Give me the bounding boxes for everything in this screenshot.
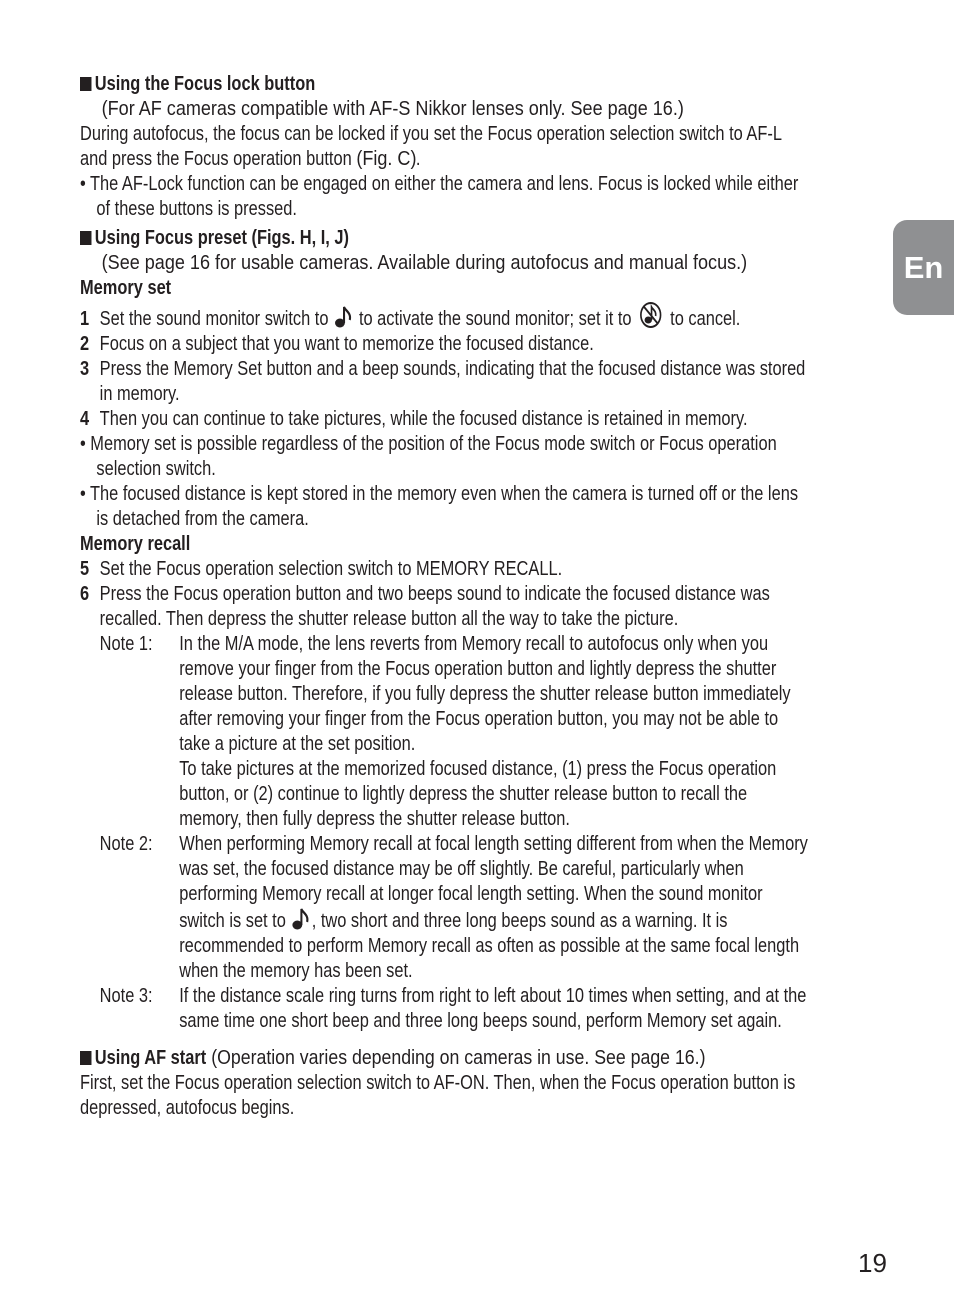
paragraph-line: depressed, autofocus begins. — [80, 1097, 295, 1119]
note-1-line: take a picture at the set position. — [179, 733, 416, 755]
section-focus-preset-title: Using Focus preset (Figs. H, I, J) — [80, 226, 880, 251]
step-4: 4 Then you can continue to take pictures, while the focused distance is retained in memory. — [80, 408, 748, 430]
page-number: 19 — [858, 1248, 887, 1278]
step-6: 6 Press the Focus operation button and two beeps sound to indicate the focused distance was — [80, 583, 770, 605]
bullet-item-continued: selection switch. — [96, 458, 216, 480]
note-1-line: button, or (2) continue to lightly depress the shutter release button to recall the — [179, 783, 748, 805]
memory-recall-heading: Memory recall — [80, 533, 191, 555]
note-2-line: switch is set to , two short and three long beeps sound as a warning. It is — [80, 907, 880, 934]
step-5: 5 Set the Focus operation selection switch to MEMORY RECALL. — [80, 558, 563, 580]
paragraph-line: First, set the Focus operation selection switch to AF-ON. Then, when the Focus operation button is — [80, 1072, 796, 1094]
section-af-start-title: Using AF start (Operation varies depending on cameras in use. See page 16.) — [80, 1046, 880, 1071]
black-square-icon — [80, 231, 91, 245]
section-focus-lock-subtitle: (For AF cameras compatible with AF-S Nikkor lenses only. See page 16.) — [101, 98, 684, 120]
bullet-item: • Memory set is possible regardless of the position of the Focus mode switch or Focus operation — [80, 433, 777, 455]
bullet-item: • The AF-Lock function can be engaged on either the camera and lens. Focus is locked while either — [80, 173, 799, 195]
music-note-icon — [290, 907, 311, 931]
step-1: 1 Set the sound monitor switch to to activate the sound monitor; set it to to cancel. — [80, 301, 880, 332]
note-3: Note 3: If the distance scale ring turns from right to left about 10 times when setting, and at the — [99, 985, 807, 1007]
bullet-item: • The focused distance is kept stored in the memory even when the camera is turned off or the lens — [80, 483, 799, 505]
note-1: Note 1: In the M/A mode, the lens reverts from Memory recall to autofocus only when you — [99, 633, 769, 655]
note-1-line: memory, then fully depress the shutter release button. — [179, 808, 570, 830]
note-1-line: release button. Therefore, if you fully depress the shutter release button immediately — [179, 683, 791, 705]
note-1-line: remove your finger from the Focus operation button and lightly depress the shutter — [179, 658, 777, 680]
section-focus-preset-subtitle: (See page 16 for usable cameras. Available during autofocus and manual focus.) — [101, 252, 748, 274]
black-square-icon — [80, 1051, 91, 1065]
memory-set-heading: Memory set — [80, 277, 172, 299]
note-2-line: when the memory has been set. — [179, 960, 413, 982]
bullet-item-continued: of these buttons is pressed. — [96, 198, 297, 220]
note-2-line: recommended to perform Memory recall as often as possible at the same focal length — [179, 935, 800, 957]
paragraph-line: and press the Focus operation button (Fig. C). — [80, 148, 421, 170]
language-tab: En — [893, 220, 954, 315]
paragraph-line: During autofocus, the focus can be locked if you set the Focus operation selection switch to AF-L — [80, 123, 782, 145]
note-1-line: after removing your finger from the Focus operation button, you may not be able to — [179, 708, 779, 730]
step-3: 3 Press the Memory Set button and a beep sounds, indicating that the focused distance was stored — [80, 358, 806, 380]
figure-reference: (Fig. C) — [356, 148, 417, 170]
section-focus-lock-title: Using the Focus lock button — [80, 72, 880, 97]
music-note-icon — [333, 305, 354, 329]
note-1-line: To take pictures at the memorized focused distance, (1) press the Focus operation — [179, 758, 777, 780]
step-3-continued: in memory. — [99, 383, 180, 405]
text-column — [80, 72, 880, 1121]
bullet-item-continued: is detached from the camera. — [96, 508, 309, 530]
note-2-line: was set, the focused distance may be off slightly. Be careful, particularly when — [179, 858, 744, 880]
note-2-line: performing Memory recall at longer focal length setting. When the sound monitor — [179, 883, 763, 905]
page-content — [80, 72, 880, 1121]
step-6-continued: recalled. Then depress the shutter release button all the way to take the picture. — [99, 608, 679, 630]
note-3-line: same time one short beep and three long beeps sound, perform Memory set again. — [179, 1010, 782, 1032]
note-2: Note 2: When performing Memory recall at focal length setting different from when the Memory — [99, 833, 808, 855]
muted-note-icon — [636, 301, 666, 329]
step-2: 2 Focus on a subject that you want to memorize the focused distance. — [80, 333, 594, 355]
black-square-icon — [80, 77, 91, 91]
